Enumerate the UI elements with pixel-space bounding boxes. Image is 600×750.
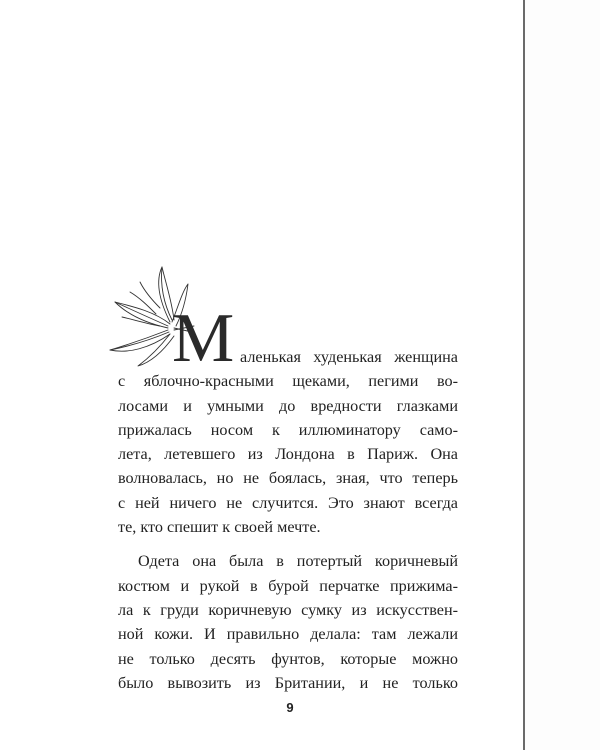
text-line: с ней ничего не случится. Это знают всегда bbox=[118, 493, 458, 512]
drop-cap: М bbox=[172, 300, 235, 377]
text-line: лосами и умными до вредности глазками bbox=[118, 396, 458, 415]
text-line: ной кожи. И правильно делала: там лежали bbox=[118, 625, 458, 644]
text-line: с яблочно-красными щеками, пегими во- bbox=[118, 372, 458, 391]
body-text bbox=[118, 345, 458, 695]
text-line: Одета она была в потертый коричневый bbox=[138, 552, 458, 571]
text-line: прижалась носом к иллюминатору само- bbox=[118, 420, 458, 439]
text-line: лета, летевшего из Лондона в Париж. Она bbox=[118, 445, 458, 464]
text-line: не только десять фунтов, которые можно bbox=[118, 649, 458, 668]
text-line: было вывозить из Британии, и не только bbox=[118, 673, 458, 692]
text-line: аленькая худенькая женщина bbox=[240, 348, 458, 366]
page-number: 9 bbox=[286, 700, 294, 715]
text-line: костюм и рукой в бурой перчатке прижима- bbox=[118, 576, 458, 595]
outer-margin bbox=[525, 0, 600, 750]
text-line: те, кто спешит к своей мечте. bbox=[118, 518, 321, 537]
text-line: ла к груди коричневую сумку из искусствен- bbox=[118, 600, 458, 619]
paragraph bbox=[118, 345, 458, 539]
text-line: волновалась, но не боялась, зная, что теперь bbox=[118, 469, 458, 488]
paragraph bbox=[118, 549, 458, 695]
